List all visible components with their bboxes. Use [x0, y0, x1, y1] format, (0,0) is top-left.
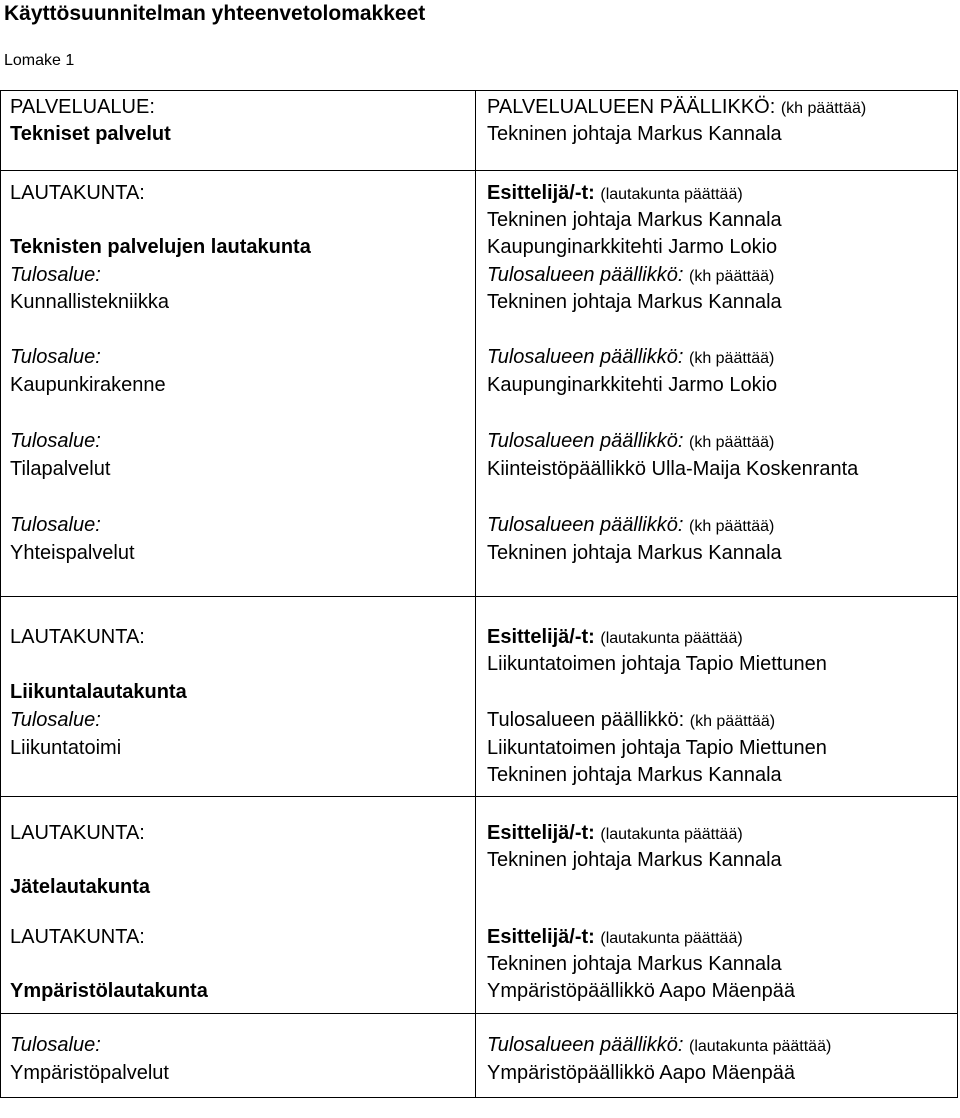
tulosalue-paallikko-name: Tekninen johtaja Markus Kannala — [487, 764, 782, 786]
decision-note: (kh päättää) — [688, 268, 775, 285]
table-border-right — [957, 90, 958, 1098]
lautakunta-name: Liikuntalautakunta — [10, 681, 187, 703]
esittelija-name: Kaupunginarkkitehti Jarmo Lokio — [487, 236, 778, 258]
tulosalue-name: Ympäristöpalvelut — [10, 1062, 169, 1084]
lautakunta-label: LAUTAKUNTA: — [10, 626, 145, 648]
lautakunta-name: Teknisten palvelujen lautakunta — [10, 236, 311, 258]
esittelija-heading — [487, 180, 743, 208]
tulosalue-paallikko-label: Tulosalueen päällikkö: — [487, 346, 684, 368]
paallikko-name: Tekninen johtaja Markus Kannala — [487, 123, 782, 145]
page-title: Käyttösuunnitelman yhteenvetolomakkeet — [4, 2, 426, 25]
tulosalue-paallikko-label: Tulosalueen päällikkö: — [487, 709, 685, 731]
esittelija-name: Tekninen johtaja Markus Kannala — [487, 953, 782, 975]
tulosalue-paallikko-name: Liikuntatoimen johtaja Tapio Miettunen — [487, 737, 827, 759]
lautakunta-label: LAUTAKUNTA: — [10, 182, 145, 204]
column-divider — [475, 90, 476, 1098]
row-divider — [0, 170, 958, 171]
esittelija-name: Tekninen johtaja Markus Kannala — [487, 209, 782, 231]
tulosalue-paallikko-heading — [487, 1032, 831, 1060]
esittelija-heading — [487, 820, 743, 848]
esittelija-heading — [487, 924, 743, 952]
tulosalue-name: Tilapalvelut — [10, 458, 111, 480]
tulosalue-label: Tulosalue: — [10, 709, 101, 731]
esittelija-name: Ympäristöpäällikkö Aapo Mäenpää — [487, 980, 795, 1002]
decision-note: (lautakunta päättää) — [600, 186, 743, 203]
tulosalue-paallikko-label: Tulosalueen päällikkö: — [487, 1034, 684, 1056]
decision-note: (lautakunta päättää) — [600, 930, 743, 947]
row-divider — [0, 796, 958, 797]
esittelija-name: Tekninen johtaja Markus Kannala — [487, 849, 782, 871]
decision-note: (kh päättää) — [688, 350, 775, 367]
table-border-left — [0, 90, 1, 1098]
paallikko-heading — [487, 94, 866, 122]
tulosalue-paallikko-heading — [487, 344, 774, 372]
palvelualue-value: Tekniset palvelut — [10, 123, 171, 145]
table-border-top — [0, 90, 958, 91]
tulosalue-paallikko-name: Tekninen johtaja Markus Kannala — [487, 291, 782, 313]
form-label: Lomake 1 — [4, 52, 75, 69]
tulosalue-paallikko-heading — [487, 707, 775, 735]
decision-note: (lautakunta päättää) — [600, 826, 743, 843]
palvelualue-label: PALVELUALUE: — [10, 96, 155, 118]
tulosalue-paallikko-label: Tulosalueen päällikkö: — [487, 430, 684, 452]
esittelija-heading — [487, 624, 743, 652]
decision-note: (kh päättää) — [688, 518, 775, 535]
tulosalue-label: Tulosalue: — [10, 264, 101, 286]
tulosalue-paallikko-label: Tulosalueen päällikkö: — [487, 514, 684, 536]
row-divider — [0, 596, 958, 597]
tulosalue-paallikko-label: Tulosalueen päällikkö: — [487, 264, 684, 286]
decision-note: (kh päättää) — [780, 100, 867, 117]
esittelija-name: Liikuntatoimen johtaja Tapio Miettunen — [487, 653, 827, 675]
decision-note: (lautakunta päättää) — [688, 1038, 832, 1055]
tulosalue-paallikko-name: Kiinteistöpäällikkö Ulla-Maija Koskenranta — [487, 458, 859, 480]
tulosalue-name: Kaupunkirakenne — [10, 374, 166, 396]
esittelija-label: Esittelijä/-t: — [487, 182, 595, 204]
paallikko-label: PALVELUALUEEN PÄÄLLIKKÖ: — [487, 96, 776, 118]
tulosalue-label: Tulosalue: — [10, 346, 101, 368]
decision-note: (kh päättää) — [689, 713, 776, 730]
tulosalue-label: Tulosalue: — [10, 430, 101, 452]
tulosalue-paallikko-heading — [487, 262, 774, 290]
tulosalue-name: Kunnallistekniikka — [10, 291, 169, 313]
tulosalue-label: Tulosalue: — [10, 1034, 101, 1056]
lautakunta-label: LAUTAKUNTA: — [10, 822, 145, 844]
lautakunta-name: Ympäristölautakunta — [10, 980, 208, 1002]
table-border-bottom — [0, 1097, 958, 1098]
decision-note: (lautakunta päättää) — [600, 630, 743, 647]
tulosalue-paallikko-name: Tekninen johtaja Markus Kannala — [487, 542, 782, 564]
esittelija-label: Esittelijä/-t: — [487, 822, 595, 844]
tulosalue-name: Liikuntatoimi — [10, 737, 122, 759]
tulosalue-paallikko-name: Ympäristöpäällikkö Aapo Mäenpää — [487, 1062, 795, 1084]
esittelija-label: Esittelijä/-t: — [487, 626, 595, 648]
row-divider — [0, 1013, 958, 1014]
lautakunta-name: Jätelautakunta — [10, 876, 151, 898]
tulosalue-label: Tulosalue: — [10, 514, 101, 536]
tulosalue-paallikko-heading — [487, 428, 774, 456]
lautakunta-label: LAUTAKUNTA: — [10, 926, 145, 948]
decision-note: (kh päättää) — [688, 434, 775, 451]
tulosalue-paallikko-name: Kaupunginarkkitehti Jarmo Lokio — [487, 374, 778, 396]
tulosalue-paallikko-heading — [487, 512, 774, 540]
esittelija-label: Esittelijä/-t: — [487, 926, 595, 948]
tulosalue-name: Yhteispalvelut — [10, 542, 135, 564]
